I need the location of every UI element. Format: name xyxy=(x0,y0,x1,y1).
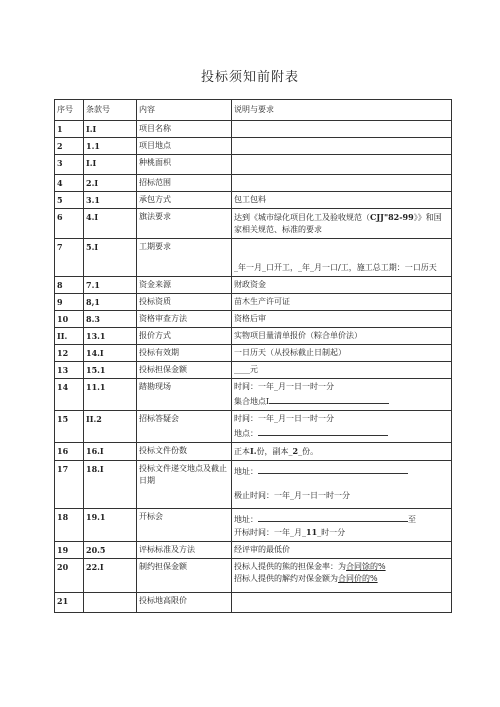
row-seq: II. xyxy=(55,328,84,345)
row-seq: 18 xyxy=(55,509,84,542)
blank-line xyxy=(258,463,408,474)
row-content: 投标文件份数 xyxy=(137,443,232,461)
header-clause: 条款号 xyxy=(84,100,137,121)
table-row xyxy=(55,138,452,155)
row-seq: 17 xyxy=(55,461,84,509)
table-row xyxy=(55,209,452,239)
desc-line xyxy=(234,463,449,478)
row-desc: 苗木生产许可证 xyxy=(232,294,452,311)
standard-code: CJJ"82-99 xyxy=(370,212,414,222)
row-desc xyxy=(232,411,452,443)
desc-line xyxy=(234,393,449,408)
row-content: 报价方式 xyxy=(137,328,232,345)
row-content: 投标资质 xyxy=(137,294,232,311)
row-seq: 4 xyxy=(55,175,84,192)
desc-text: 地址： xyxy=(234,467,258,476)
row-desc xyxy=(232,461,452,509)
desc-text: _时一分 xyxy=(317,528,346,537)
table-row xyxy=(55,175,452,192)
row-clause: 15.1 xyxy=(84,362,137,379)
row-clause: 20.5 xyxy=(84,542,137,559)
table-row xyxy=(55,294,452,311)
row-seq: 12 xyxy=(55,345,84,362)
header-seq: 序号 xyxy=(55,100,84,121)
row-desc xyxy=(232,121,452,138)
copy-count: 2 xyxy=(292,446,299,456)
row-seq: 21 xyxy=(55,593,84,613)
desc-line xyxy=(234,561,449,573)
table-header-row xyxy=(55,100,452,121)
row-desc: 包工包料 xyxy=(232,192,452,209)
header-content: 内容 xyxy=(137,100,232,121)
row-content: 招标范围 xyxy=(137,175,232,192)
desc-line: 时间：一年_月一日一时一分 xyxy=(234,414,334,423)
desc-text: _份。 xyxy=(298,447,319,456)
desc-text: 份，副本_ xyxy=(256,447,293,456)
row-seq: 6 xyxy=(55,209,84,239)
row-clause xyxy=(84,593,137,613)
row-content: 投标有效期 xyxy=(137,345,232,362)
row-desc: 经评审的最低价 xyxy=(232,542,452,559)
desc-line: 时间：一年_月一日一时一分 xyxy=(234,382,334,391)
page-title: 投标须知前附表 xyxy=(200,70,299,85)
row-seq: 10 xyxy=(55,311,84,328)
row-content: 工期要求 xyxy=(137,239,232,277)
row-desc: 资格后审 xyxy=(232,311,452,328)
row-content: 评标标准及方法 xyxy=(137,542,232,559)
row-desc xyxy=(232,443,452,461)
row-seq: 19 xyxy=(55,542,84,559)
row-clause: 8,1 xyxy=(84,294,137,311)
row-clause: 4.I xyxy=(84,209,137,239)
row-clause: 14.I xyxy=(84,345,137,362)
row-seq: 9 xyxy=(55,294,84,311)
desc-text: 达到《城市绿化项目化工及验收规范（ xyxy=(234,213,370,222)
row-seq: 20 xyxy=(55,559,84,593)
spacer xyxy=(234,478,449,490)
table-row xyxy=(55,345,452,362)
desc-text: 投标人提供的熊的担保金率：为 xyxy=(234,562,346,571)
table-row xyxy=(55,328,452,345)
blank-line xyxy=(258,425,388,436)
table-row xyxy=(55,192,452,209)
hour-value: 11 xyxy=(306,527,318,537)
row-content: 投标地高限价 xyxy=(137,593,232,613)
row-seq: 14 xyxy=(55,379,84,411)
row-desc xyxy=(232,155,452,175)
desc-text: 正本 xyxy=(234,447,250,456)
row-seq: 8 xyxy=(55,277,84,294)
table-row xyxy=(55,311,452,328)
row-seq: 16 xyxy=(55,443,84,461)
row-clause: 2.I xyxy=(84,175,137,192)
row-desc: ____元 xyxy=(232,362,452,379)
row-clause: 5.I xyxy=(84,239,137,277)
row-content: 项目地点 xyxy=(137,138,232,155)
row-clause: 18.I xyxy=(84,461,137,509)
blank-line xyxy=(258,511,408,522)
row-clause: 7.1 xyxy=(84,277,137,294)
row-desc xyxy=(232,593,452,613)
row-seq: 7 xyxy=(55,239,84,277)
row-clause: 1.1 xyxy=(84,138,137,155)
desc-line xyxy=(234,573,449,585)
row-seq: 5 xyxy=(55,192,84,209)
row-clause: 16.I xyxy=(84,443,137,461)
table-row xyxy=(55,559,452,593)
row-seq: 15 xyxy=(55,411,84,443)
table-row xyxy=(55,443,452,461)
row-desc xyxy=(232,138,452,155)
table-row xyxy=(55,121,452,138)
row-desc xyxy=(232,175,452,192)
row-clause: 22.I xyxy=(84,559,137,593)
blank-line xyxy=(269,393,389,404)
row-clause: 11.1 xyxy=(84,379,137,411)
table-row xyxy=(55,362,452,379)
row-content: 踏勘现场 xyxy=(137,379,232,411)
bid-notice-table xyxy=(54,99,452,613)
desc-text: 招标人提供的解约对保金额为 xyxy=(234,574,338,583)
underlined-text: 合同价的% xyxy=(338,574,378,583)
row-clause: 19.1 xyxy=(84,509,137,542)
row-desc: _年一月_口开工，_年_月一口/工，施工总工期：一口历天 xyxy=(232,239,452,277)
table-row xyxy=(55,542,452,559)
row-content: 旗法要求 xyxy=(137,209,232,239)
row-desc xyxy=(232,559,452,593)
row-desc: 一日历天（从投标截止日制起） xyxy=(232,345,452,362)
row-content: 制约担保金额 xyxy=(137,559,232,593)
row-content: 招标答疑会 xyxy=(137,411,232,443)
desc-text: 地点： xyxy=(234,429,258,438)
row-desc xyxy=(232,509,452,542)
desc-text: 开标时间：一年_月_ xyxy=(234,528,306,537)
row-desc xyxy=(232,209,452,239)
row-content: 种桃面枳 xyxy=(137,155,232,175)
table-row xyxy=(55,277,452,294)
desc-line xyxy=(234,511,449,526)
table-row xyxy=(55,239,452,277)
row-seq: 13 xyxy=(55,362,84,379)
row-seq: 1 xyxy=(55,121,84,138)
row-desc: 财政资金 xyxy=(232,277,452,294)
row-clause: I.I xyxy=(84,155,137,175)
table-row xyxy=(55,461,452,509)
row-content: 资格审查方法 xyxy=(137,311,232,328)
desc-text: 至 xyxy=(408,515,416,524)
table-row xyxy=(55,411,452,443)
desc-line xyxy=(234,425,449,440)
desc-line xyxy=(234,526,449,539)
row-desc xyxy=(232,379,452,411)
row-content: 投标担保金额 xyxy=(137,362,232,379)
desc-text: 》》和国家相关规范、标准的要求 xyxy=(234,213,442,234)
row-seq: 2 xyxy=(55,138,84,155)
table-row xyxy=(55,509,452,542)
desc-text: 集合地点I xyxy=(234,397,270,406)
row-content: 投标文件递交地点及截止日期 xyxy=(137,461,232,509)
row-content: 开标会 xyxy=(137,509,232,542)
desc-line: 极止时间：一年_月一日一时一分 xyxy=(234,491,350,500)
row-content: 承包方式 xyxy=(137,192,232,209)
table-row xyxy=(55,379,452,411)
row-clause: II.2 xyxy=(84,411,137,443)
desc-text: 地址： xyxy=(234,515,258,524)
header-desc: 说明与要求 xyxy=(232,100,452,121)
row-clause: 13.1 xyxy=(84,328,137,345)
row-seq: 3 xyxy=(55,155,84,175)
table-row xyxy=(55,593,452,613)
row-desc: 实物项目量清单报价（粽合单价法） xyxy=(232,328,452,345)
row-clause: 3.1 xyxy=(84,192,137,209)
underlined-text: 合同馀的% xyxy=(346,562,386,571)
original-count: I. xyxy=(250,446,257,456)
row-content: 资金来源 xyxy=(137,277,232,294)
row-clause: 8.3 xyxy=(84,311,137,328)
row-clause: I.I xyxy=(84,121,137,138)
table-row xyxy=(55,155,452,175)
row-content: 项目名称 xyxy=(137,121,232,138)
